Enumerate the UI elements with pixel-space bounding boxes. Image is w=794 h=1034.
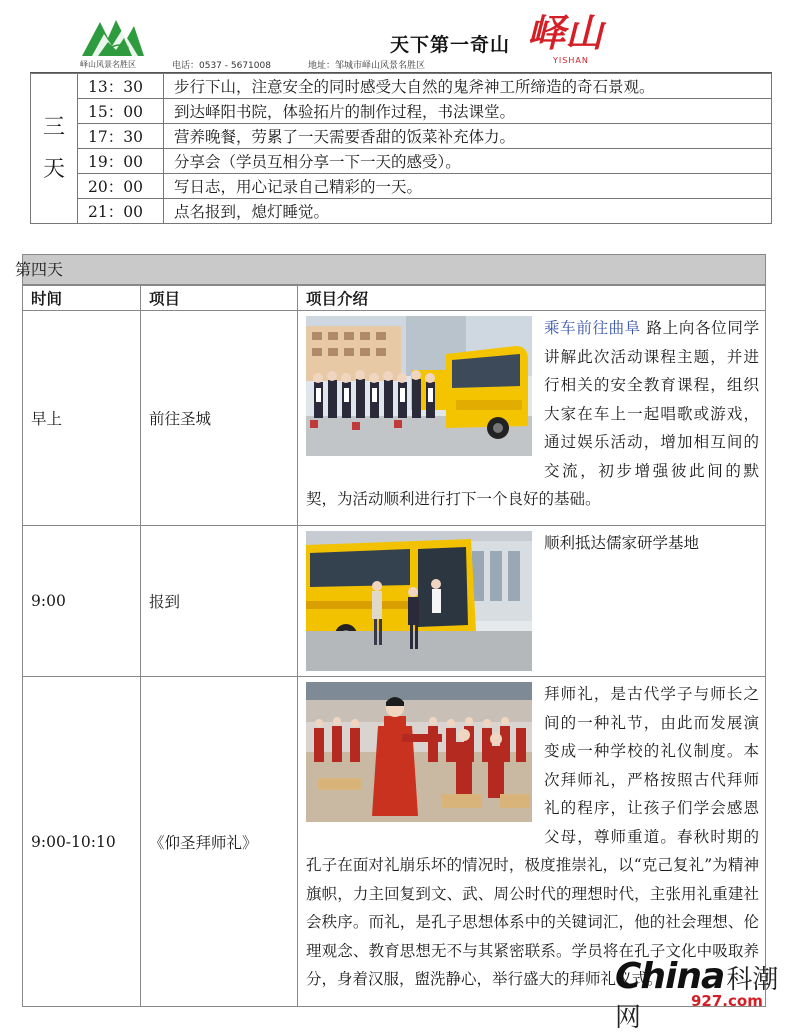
time-cell: 9:00-10:10 [23, 677, 141, 1007]
address-text: 地址：邹城市峄山风景名胜区 [308, 61, 426, 71]
intro-text: 路上向各位同学讲解此次活动课程主题，并进行相关的安全教育课程，组织大家在车上一起唱歌或游戏，通过娱乐活动，增加相互间的交流，初步增强彼此间的默契，为活动顺利进行打下一个良好的基础。 [306, 319, 759, 508]
time-cell: 13：30 [78, 74, 164, 99]
page-header [0, 0, 794, 72]
day3-label-char-2: 天 [42, 156, 65, 182]
site-watermark [615, 956, 794, 1034]
time-cell: 9:00 [23, 526, 141, 677]
intro-highlight: 乘车前往曲阜 [544, 319, 641, 337]
time-cell: 17：30 [78, 124, 164, 149]
school-bus-group-photo-icon [306, 316, 532, 456]
activity-cell: 分享会（学员互相分享一下一天的感受）。 [164, 149, 772, 174]
phone-number: 电话：0537 - 5671008 [172, 61, 271, 71]
day3-label-cell [31, 74, 78, 224]
time-cell: 20：00 [78, 174, 164, 199]
day3-schedule-table [30, 73, 772, 224]
watermark-chinese: 科潮网 [615, 965, 779, 1033]
day4-title: 第四天 [15, 260, 64, 279]
table-row [31, 124, 772, 149]
activity-cell: 写日志，用心记录自己精彩的一天。 [164, 174, 772, 199]
activity-cell: 步行下山，注意安全的同时感受大自然的鬼斧神工所缔造的奇石景观。 [164, 74, 772, 99]
table-row [31, 74, 772, 99]
column-header-intro: 项目介绍 [298, 286, 766, 311]
scenic-area-logo-icon [78, 16, 148, 60]
time-cell: 早上 [23, 311, 141, 526]
brand-calligraphy: 峄山 [527, 10, 604, 55]
table-header-row [23, 286, 766, 311]
ceremony-red-robes-photo-icon [306, 682, 532, 822]
time-cell: 15：00 [78, 99, 164, 124]
table-row [31, 149, 772, 174]
day3-label-char-1: 三 [42, 114, 65, 140]
item-cell: 《仰圣拜师礼》 [141, 677, 298, 1007]
logo-caption: 峄山风景名胜区 [80, 60, 136, 69]
item-cell: 报到 [141, 526, 298, 677]
students-leaving-bus-photo-icon [306, 531, 532, 671]
watermark-brand: China [615, 956, 725, 997]
watermark-url: 927.com [691, 992, 763, 1010]
table-row [31, 199, 772, 224]
day4-title-bar [15, 254, 766, 285]
table-row [23, 311, 766, 526]
intro-cell [298, 526, 766, 677]
day4-schedule-table [22, 285, 766, 1007]
item-cell: 前往圣城 [141, 311, 298, 526]
intro-text: 拜师礼，是古代学子与师长之间的一种礼节，由此而发展演变成一种学校的礼仪制度。本次拜师礼，严格按照古代拜师礼的程序，让孩子们学会感恩父母，尊师重道。春秋时期的孔子在面对礼崩乐坏的情况时，极度推崇礼，以“克己复礼”为精神旗帜，力主回复到文、武、周公时代的理想时代，主张用礼重建社会秩序。而礼，是孔子思想体系中的关键词汇，他的社会理想、伦理观念、教育思想无不与其紧密联系。学员将在孔子文化中吸取养分，身着汉服，盥洗静心，举行盛大的拜师礼仪式。 [306, 685, 759, 988]
intro-text: 顺利抵达儒家研学基地 [544, 534, 700, 552]
time-cell: 19：00 [78, 149, 164, 174]
brand-subtitle: YISHAN [553, 56, 589, 65]
activity-cell: 到达峄阳书院，体验拓片的制作过程，书法课堂。 [164, 99, 772, 124]
column-header-item: 项目 [141, 286, 298, 311]
activity-cell: 营养晚餐，劳累了一天需要香甜的饭菜补充体力。 [164, 124, 772, 149]
column-header-time: 时间 [23, 286, 141, 311]
slogan-text: 天下第一奇山 [390, 34, 511, 56]
time-cell: 21：00 [78, 199, 164, 224]
table-row [31, 174, 772, 199]
table-row [31, 99, 772, 124]
table-row [23, 526, 766, 677]
intro-cell [298, 311, 766, 526]
activity-cell: 点名报到，熄灯睡觉。 [164, 199, 772, 224]
